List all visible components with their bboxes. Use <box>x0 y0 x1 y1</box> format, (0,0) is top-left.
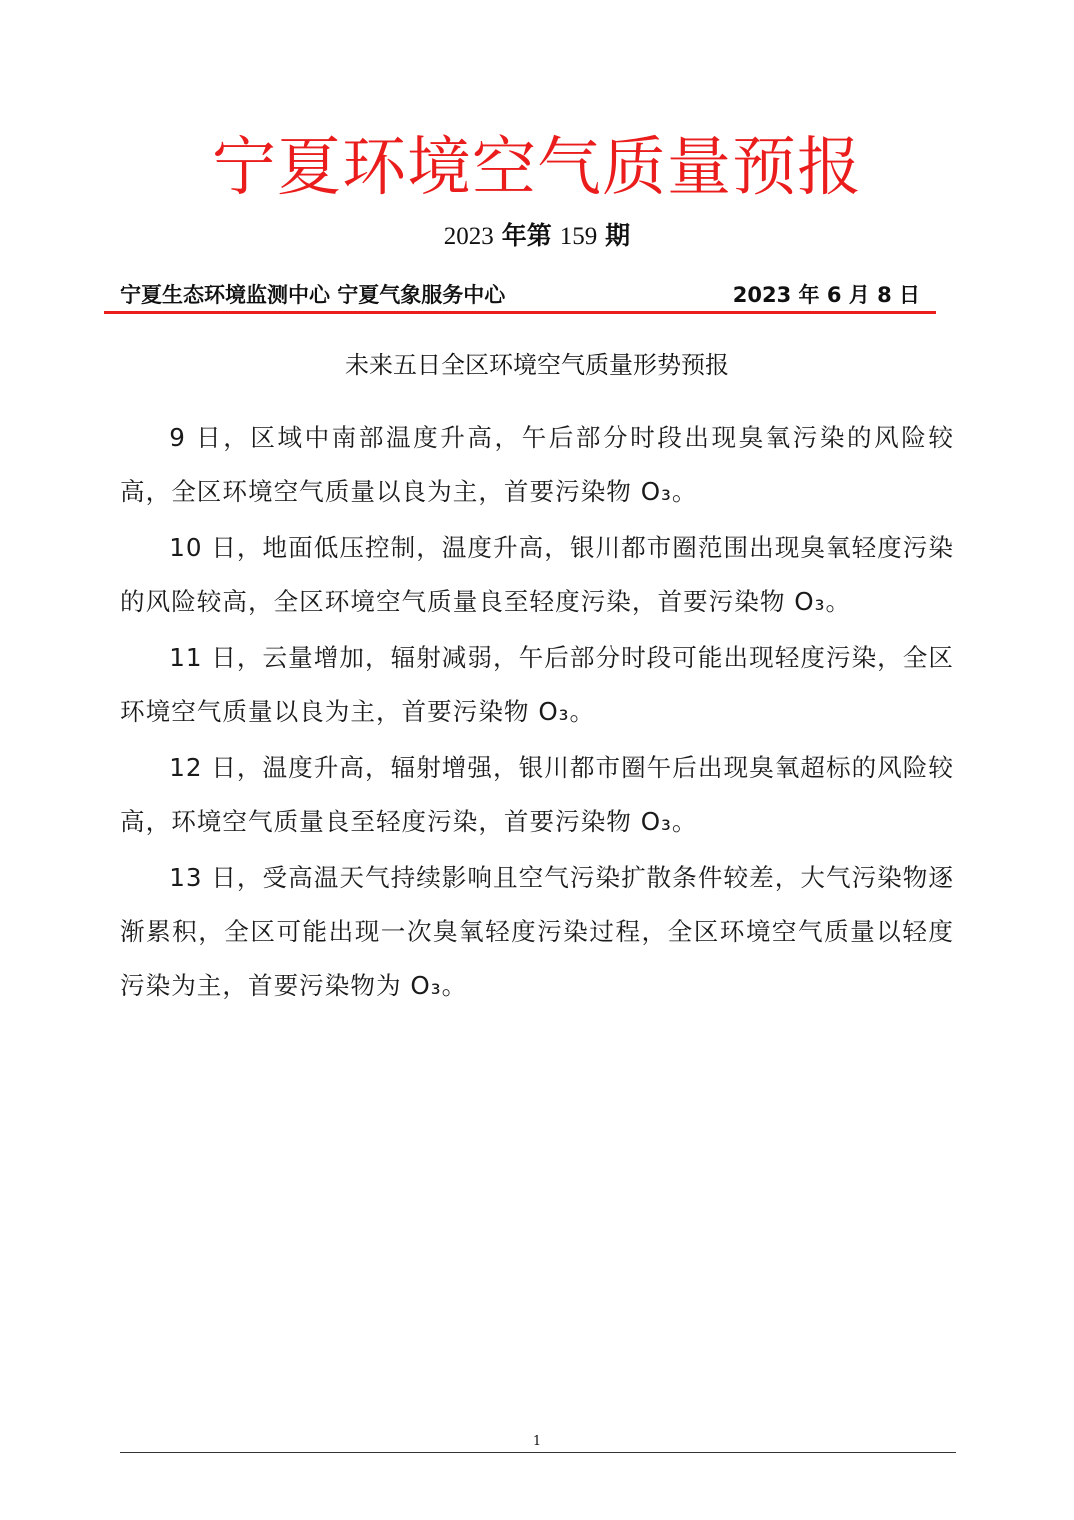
issue-line <box>0 218 1074 255</box>
forecast-paragraph-day-12: 12 日，温度升高，辐射增强，银川都市圈午后出现臭氧超标的风险较高，环境空气质量良至轻度污染，首要污染物 O₃。 <box>120 753 954 836</box>
masthead-title: 宁夏环境空气质量预报 <box>212 131 862 205</box>
forecast-body <box>120 411 954 1015</box>
section-title: 未来五日全区环境空气质量形势预报 <box>345 351 729 379</box>
publisher-organizations: 宁夏生态环境监测中心 宁夏气象服务中心 <box>120 283 506 307</box>
publisher-header <box>120 278 920 312</box>
issue-number-label: 期 <box>605 221 631 250</box>
forecast-paragraph-day-11: 11 日，云量增加，辐射减弱，午后部分时段可能出现轻度污染，全区环境空气质量以良为主，首要污染物 O₃。 <box>120 643 954 726</box>
forecast-paragraph-day-10: 10 日，地面低压控制，温度升高，银川都市圈范围出现臭氧轻度污染的风险较高，全区环境空气质量良至轻度污染，首要污染物 O₃。 <box>120 533 954 616</box>
footer-divider <box>120 1452 956 1453</box>
forecast-paragraph-day-13: 13 日，受高温天气持续影响且空气污染扩散条件较差，大气污染物逐渐累积，全区可能出现一次臭氧轻度污染过程，全区环境空气质量以轻度污染为主，首要污染物为 O₃。 <box>120 863 954 1000</box>
issue-year-label: 年第 <box>501 221 552 250</box>
forecast-paragraph-day-9: 9 日，区域中南部温度升高，午后部分时段出现臭氧污染的风险较高，全区环境空气质量以良为主，首要污染物 O₃。 <box>120 423 954 506</box>
issue-number: 159 <box>559 223 598 250</box>
page-number: 1 <box>532 1434 542 1449</box>
publish-date: 2023 年 6 月 8 日 <box>732 283 920 307</box>
masthead-divider <box>104 311 936 314</box>
issue-year: 2023 <box>443 223 494 250</box>
